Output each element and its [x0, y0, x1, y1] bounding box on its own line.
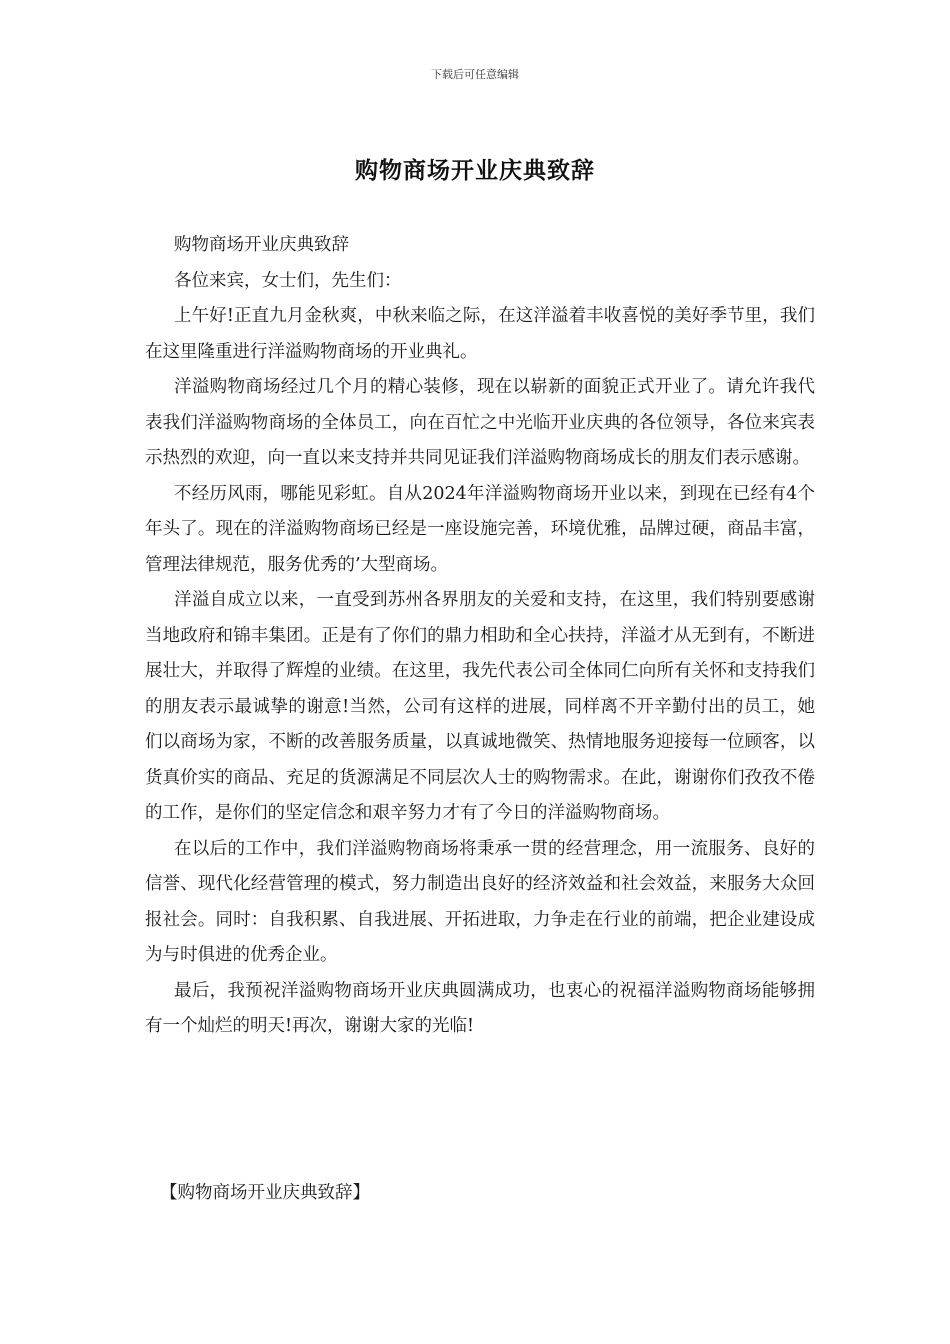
paragraph-subtitle: 购物商场开业庆典致辞	[174, 235, 349, 255]
document-body	[145, 228, 815, 1045]
paragraph-future: 在以后的工作中，我们洋溢购物商场将秉承一贯的经营理念，用一流服务、良好的信誉、现代化经营管理的模式，努力制造出良好的经济效益和社会效益，来服务大众回报社会。同时：自我积累、自我进展、开拓进取，力争走在行业的前端，把企业建设成为与时俱进的优秀企业。	[145, 838, 815, 965]
document-title: 购物商场开业庆典致辞	[355, 158, 595, 184]
paragraph-welcome: 洋溢购物商场经过几个月的精心装修，现在以崭新的面貌正式开业了。请允许我代表我们洋溢购物商场的全体员工，向在百忙之中光临开业庆典的各位领导，各位来宾表示热烈的欢迎，向一直以来支持并共同见证我们洋溢购物商场成长的朋友们表示感谢。	[145, 377, 815, 468]
footer-tag: 【购物商场开业庆典致辞】	[160, 1183, 370, 1203]
paragraph-history: 不经历风雨，哪能见彩虹。自从2024年洋溢购物商场开业以来，到现在已经有4个年头了。现在的洋溢购物商场已经是一座设施完善，环境优雅，品牌过硬，商品丰富，管理法律规范，服务优秀的’大型商场。	[145, 483, 815, 575]
paragraph-closing: 最后，我预祝洋溢购物商场开业庆典圆满成功，也衷心的祝福洋溢购物商场能够拥有一个灿烂的明天!再次，谢谢大家的光临!	[145, 980, 815, 1036]
header-note: 下载后可任意编辑	[431, 68, 519, 81]
paragraph-thanks: 洋溢自成立以来，一直受到苏州各界朋友的关爱和支持，在这里，我们特别要感谢当地政府和锦丰集团。正是有了你们的鼎力相助和全心扶持，洋溢才从无到有，不断进展壮大，并取得了辉煌的业绩。在这里，我先代表公司全体同仁向所有关怀和支持我们的朋友表示最诚挚的谢意!当然，公司有这样的进展，同样离不开辛勤付出的员工，她们以商场为家，不断的改善服务质量，以真诚地微笑、热情地服务迎接每一位顾客，以货真价实的商品、充足的货源满足不同层次人士的购物需求。在此，谢谢你们孜孜不倦的工作，是你们的坚定信念和艰辛努力才有了今日的洋溢购物商场。	[145, 590, 815, 823]
paragraph-greeting: 上午好!正直九月金秋爽，中秋来临之际，在这洋溢着丰收喜悦的美好季节里，我们在这里隆重进行洋溢购物商场的开业典礼。	[145, 306, 815, 362]
paragraph-salutation: 各位来宾，女士们，先生们：	[174, 270, 402, 291]
